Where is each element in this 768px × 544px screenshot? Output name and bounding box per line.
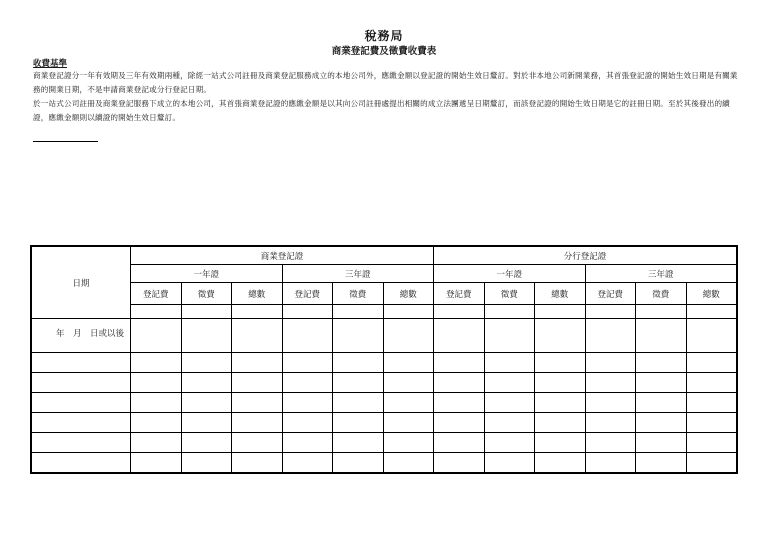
table-cell: [636, 373, 687, 393]
table-cell: [282, 433, 333, 453]
table-cell: [181, 453, 232, 473]
table-cell: [282, 353, 333, 373]
table-cell: [686, 373, 737, 393]
table-cell: [383, 433, 434, 453]
table-cell: [131, 305, 182, 319]
table-cell: [636, 413, 687, 433]
column-header: 登記費: [282, 283, 333, 305]
subgroup-header: 一年證: [131, 265, 283, 283]
table-cell: [131, 319, 182, 353]
table-cell: [585, 319, 636, 353]
table-cell: [333, 393, 384, 413]
table-cell: [434, 393, 485, 413]
table-cell: [636, 353, 687, 373]
table-cell: [434, 453, 485, 473]
table-cell: [32, 353, 131, 373]
table-cell: [484, 453, 535, 473]
table-cell: [333, 433, 384, 453]
table-cell: [181, 393, 232, 413]
table-cell: [636, 319, 687, 353]
table-cell: [383, 413, 434, 433]
table-cell: [636, 433, 687, 453]
table-cell: [232, 393, 283, 413]
page-subtitle: 商業登記費及徵費收費表: [331, 46, 437, 57]
column-header: 總數: [232, 283, 283, 305]
table-cell: [484, 413, 535, 433]
table-cell: [585, 305, 636, 319]
table-row: [32, 319, 737, 353]
table-cell: [636, 393, 687, 413]
table-cell: [585, 453, 636, 473]
column-header: 登記費: [131, 283, 182, 305]
column-header: 徵費: [484, 283, 535, 305]
subgroup-header: 三年證: [282, 265, 434, 283]
table-cell: [636, 453, 687, 473]
table-cell: [484, 305, 535, 319]
date-row-label: 年 月 日或以後: [32, 319, 131, 353]
table-cell: [383, 353, 434, 373]
table-cell: [535, 305, 586, 319]
table-cell: [434, 319, 485, 353]
table-cell: [686, 353, 737, 373]
column-header: 徵費: [636, 283, 687, 305]
table-cell: [333, 353, 384, 373]
table-cell: [434, 353, 485, 373]
column-header: 總數: [383, 283, 434, 305]
table-cell: [535, 413, 586, 433]
table-cell: [131, 393, 182, 413]
table-cell: [585, 373, 636, 393]
table-cell: [484, 319, 535, 353]
column-header: 總數: [535, 283, 586, 305]
table-cell: [535, 393, 586, 413]
column-header: 徵費: [333, 283, 384, 305]
section-heading: 收費基準: [33, 59, 68, 69]
column-header: 徵費: [181, 283, 232, 305]
table-cell: [282, 319, 333, 353]
table-cell: [686, 453, 737, 473]
table-cell: [32, 373, 131, 393]
table-cell: [686, 305, 737, 319]
table-cell: [282, 453, 333, 473]
table-cell: [686, 393, 737, 413]
table-cell: [333, 305, 384, 319]
table-cell: [333, 373, 384, 393]
date-header: 日期: [32, 247, 131, 319]
table-row: [32, 413, 737, 433]
table-cell: [232, 373, 283, 393]
table-cell: [232, 353, 283, 373]
table-row: [32, 453, 737, 473]
table-cell: [333, 319, 384, 353]
table-cell: [686, 413, 737, 433]
table-cell: [484, 353, 535, 373]
table-cell: [484, 373, 535, 393]
paragraph-2: 於一站式公司註冊及商業登記服務下成立的本地公司，其首張商業登記證的應繳金額是以其向公司註冊處提出相關的成立法團遞呈日期釐訂，而該登記證的開始生效日期是它的註冊日期。至於其後發出的續證，應繳金額則以續證的開始生效日釐訂。: [33, 99, 730, 122]
column-header: 登記費: [585, 283, 636, 305]
table-cell: [32, 453, 131, 473]
table-cell: [585, 353, 636, 373]
table-cell: [131, 453, 182, 473]
table-cell: [282, 413, 333, 433]
table-cell: [484, 393, 535, 413]
table-cell: [434, 433, 485, 453]
table-cell: [686, 319, 737, 353]
table-cell: [181, 305, 232, 319]
table-cell: [282, 373, 333, 393]
table-cell: [535, 373, 586, 393]
table-cell: [434, 373, 485, 393]
table-cell: [181, 319, 232, 353]
table-cell: [232, 319, 283, 353]
table-cell: [181, 433, 232, 453]
table-cell: [131, 413, 182, 433]
page-title: 稅務局: [364, 29, 404, 43]
table-cell: [282, 393, 333, 413]
table-cell: [32, 393, 131, 413]
blank-header-row: [32, 305, 737, 319]
table-cell: [282, 305, 333, 319]
subgroup-header: 三年證: [585, 265, 737, 283]
table-cell: [333, 453, 384, 473]
table-cell: [333, 413, 384, 433]
table-cell: [636, 305, 687, 319]
table-row: [32, 353, 737, 373]
table-cell: [131, 353, 182, 373]
table-cell: [383, 305, 434, 319]
fee-table: [31, 246, 737, 473]
table-cell: [585, 393, 636, 413]
group-header-business: 商業登記證: [131, 247, 434, 265]
table-cell: [535, 433, 586, 453]
table-cell: [181, 353, 232, 373]
table-cell: [232, 305, 283, 319]
table-cell: [686, 433, 737, 453]
table-row: [32, 393, 737, 413]
group-header-branch: 分行登記證: [434, 247, 737, 265]
table-cell: [383, 393, 434, 413]
table-cell: [181, 373, 232, 393]
table-cell: [32, 433, 131, 453]
table-row: [32, 433, 737, 453]
table-cell: [383, 373, 434, 393]
divider-rule: [33, 141, 98, 142]
table-cell: [232, 453, 283, 473]
column-header: 總數: [686, 283, 737, 305]
table-cell: [585, 413, 636, 433]
table-cell: [484, 433, 535, 453]
column-header: 登記費: [434, 283, 485, 305]
table-cell: [131, 373, 182, 393]
table-cell: [434, 413, 485, 433]
table-cell: [535, 353, 586, 373]
table-cell: [535, 453, 586, 473]
paragraph-1: 商業登記證分一年有效期及三年有效期兩種，除經一站式公司註冊及商業登記服務成立的本地公司外，應繳金額以登記證的開始生效日釐訂。對於非本地公司新開業務，其首張登記證的開始生效日期是有關業務的開業日期，不是申請商業登記或分行登記日期。: [33, 71, 738, 94]
table-cell: [181, 413, 232, 433]
table-cell: [383, 453, 434, 473]
table-cell: [32, 413, 131, 433]
table-cell: [232, 433, 283, 453]
table-cell: [585, 433, 636, 453]
table-cell: [535, 319, 586, 353]
subgroup-header: 一年證: [434, 265, 586, 283]
table-cell: [232, 413, 283, 433]
table-cell: [434, 305, 485, 319]
table-row: [32, 373, 737, 393]
table-cell: [131, 433, 182, 453]
table-cell: [383, 319, 434, 353]
